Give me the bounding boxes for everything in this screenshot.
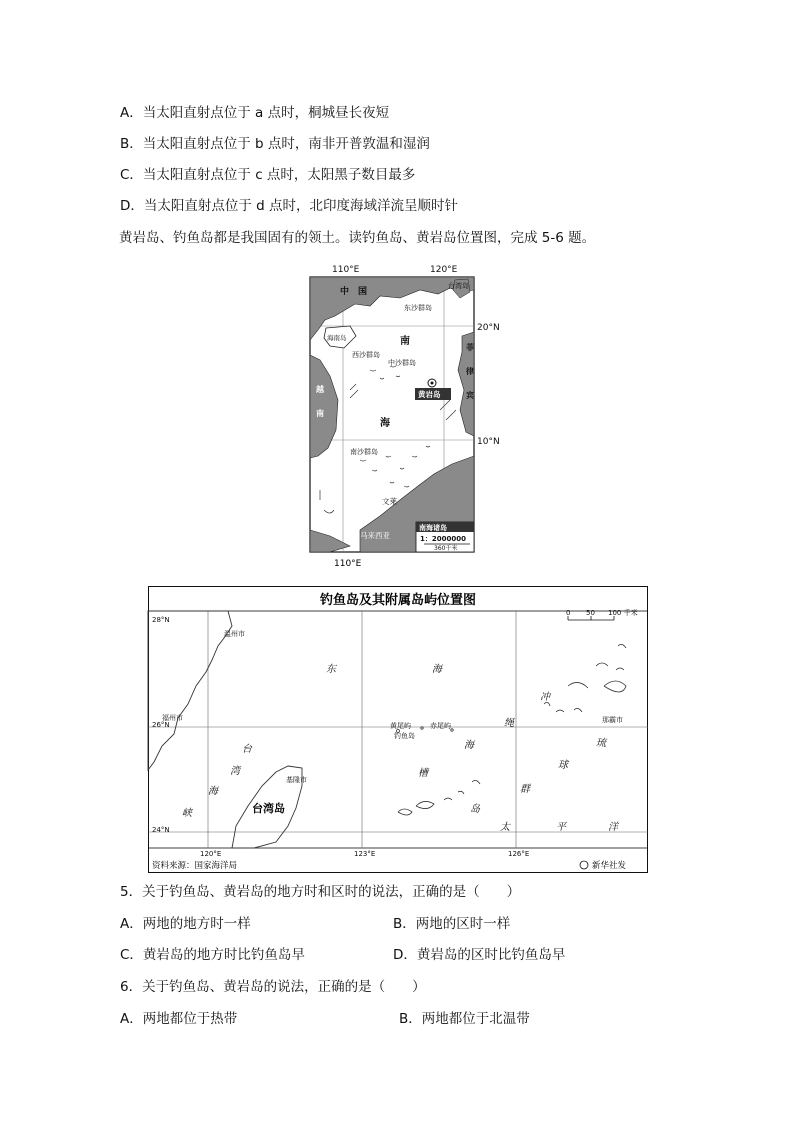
wenlai-label: 文莱 <box>382 497 397 506</box>
sea-nan-label: 南 <box>400 336 410 347</box>
tai2-label: 太 <box>500 822 510 833</box>
diaoyu-label: 钓鱼岛 <box>394 732 415 740</box>
scale-100: 100 千米 <box>608 609 638 617</box>
sea-hai-label: 海 <box>380 418 390 429</box>
taiwan-island-label: 台湾岛 <box>252 802 285 815</box>
q6-option-a: A．两地都位于热带 <box>120 1011 238 1027</box>
jilong-label: 基隆市 <box>286 776 307 784</box>
map2-title: 钓鱼岛及其附属岛屿位置图 <box>319 593 477 608</box>
wenzhou-label: 温州市 <box>224 630 245 638</box>
malaysia-label: 马来西亚 <box>360 531 390 540</box>
q4-option-d: D．当太阳直射点位于 d 点时，北印度海域洋流呈顺时针 <box>120 198 459 214</box>
dong-label: 东 <box>326 664 336 675</box>
lon-123-label: 123°E <box>354 850 376 858</box>
yang-label: 洋 <box>608 822 618 833</box>
lat-10-label: 10°N <box>477 437 500 447</box>
hai2-label: 海 <box>208 786 218 797</box>
map1-lon-120-top: 120°E <box>430 265 458 275</box>
xisha-label: 西沙群岛 <box>352 351 380 359</box>
liu-label: 琉 <box>596 738 606 749</box>
lat-26-label: 26°N <box>152 721 170 729</box>
naba-label: 那霸市 <box>602 716 623 724</box>
lon-120-label: 120°E <box>200 850 222 858</box>
cao-label: 槽 <box>418 768 428 779</box>
china-label: 中 国 <box>340 287 368 297</box>
tai-label: 台 <box>242 744 252 755</box>
map-intro-text: 黄岩岛、钓鱼岛都是我国固有的领土。读钓鱼岛、黄岩岛位置图，完成 5-6 题。 <box>119 230 596 246</box>
xia-label: 峡 <box>182 808 192 819</box>
diaoyu-islands-map <box>148 586 648 873</box>
yue-label: 越 <box>316 385 324 394</box>
q5-stem: 5．关于钓鱼岛、黄岩岛的地方时和区时的说法，正确的是（ ） <box>120 884 521 900</box>
lat-28-label: 28°N <box>152 616 170 624</box>
q5-option-d: D．黄岩岛的区时比钓鱼岛早 <box>393 947 566 963</box>
scale-50: 50 <box>586 609 595 617</box>
qun-label: 群 <box>520 784 530 795</box>
q4-option-c: C．当太阳直射点位于 c 点时，太阳黑子数目最多 <box>120 167 416 183</box>
q5-option-c: C．黄岩岛的地方时比钓鱼岛早 <box>120 947 305 963</box>
fei-label: 菲 <box>466 343 474 352</box>
map1-lon-110-bottom: 110°E <box>334 559 362 569</box>
scale-0: 0 <box>566 609 571 617</box>
source-label: 资料来源：国家海洋局 <box>152 861 238 871</box>
huangyan-label: 黄岩岛 <box>418 390 441 399</box>
lat-20-label: 20°N <box>477 323 500 333</box>
fuzhou-label: 福州市 <box>162 714 183 722</box>
taiwan-label: 台湾岛 <box>448 282 469 290</box>
south-china-sea-map <box>300 260 500 570</box>
map1-lon-110-top: 110°E <box>332 265 360 275</box>
q4-option-b: B．当太阳直射点位于 b 点时，南非开普敦温和湿润 <box>120 136 430 152</box>
qiu-label: 球 <box>558 760 568 771</box>
bin-label: 宾 <box>466 391 474 400</box>
inset-scale: 1：2000000 <box>420 535 466 543</box>
nan2-label: 南 <box>316 409 324 418</box>
hainan-label: 海南岛 <box>327 334 347 342</box>
nansha-label: 南沙群岛 <box>350 448 378 456</box>
hai-label: 海 <box>432 664 442 675</box>
lon-126-label: 126°E <box>508 850 530 858</box>
q5-option-b: B．两地的区时一样 <box>393 916 511 932</box>
dao-label: 岛 <box>470 804 480 815</box>
chiwei-label: 赤尾屿 <box>430 722 451 730</box>
q6-option-b: B．两地都位于北温带 <box>399 1011 530 1027</box>
wan-label: 湾 <box>230 766 240 777</box>
xinhua-label: 新华社发 <box>592 861 627 871</box>
q4-option-a: A．当太阳直射点位于 a 点时，桐城昼长夜短 <box>120 105 390 121</box>
lat-24-label: 24°N <box>152 826 170 834</box>
lv-label: 律 <box>466 367 474 376</box>
inset-title: 南海诸岛 <box>419 524 447 532</box>
q5-option-a: A．两地的地方时一样 <box>120 916 251 932</box>
inset-km: 360千米 <box>434 545 458 552</box>
q6-stem: 6．关于钓鱼岛、黄岩岛的说法，正确的是（ ） <box>120 979 426 995</box>
chong-label: 冲 <box>540 692 550 703</box>
zhongsha-label: 中沙群岛 <box>388 359 416 367</box>
hai3-label: 海 <box>464 740 474 751</box>
ping-label: 平 <box>556 822 566 833</box>
sheng-label: 绳 <box>504 718 514 729</box>
huangwei-label: 黄尾屿 <box>390 722 411 730</box>
dongsha-label: 东沙群岛 <box>404 304 432 312</box>
